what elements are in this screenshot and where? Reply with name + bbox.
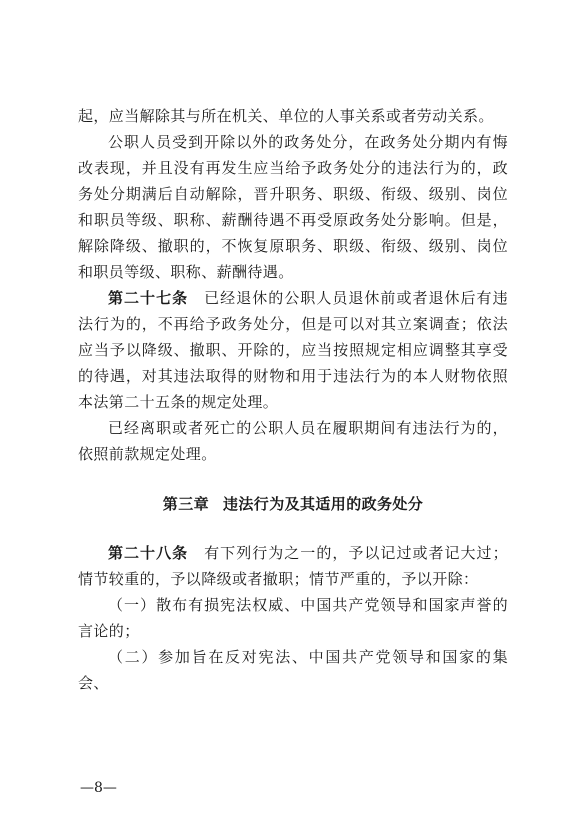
paragraph-article-27 — [78, 285, 508, 415]
paragraph-article-28 — [78, 540, 508, 592]
document-body — [78, 103, 508, 696]
paragraph-continuation: 起，应当解除其与所在机关、单位的人事关系或者劳动关系。 — [78, 107, 494, 125]
chapter-heading — [78, 491, 508, 517]
chapter-number: 第三章 — [162, 495, 209, 513]
paragraph-item-2: （二）参加旨在反对宪法、中国共产党领导和国家的集会、 — [78, 648, 508, 692]
article-28-heading: 第二十八条 — [108, 544, 189, 562]
paragraph-resigned-deceased: 已经离职或者死亡的公职人员在履职期间有违法行为的，依照前款规定处理。 — [78, 419, 508, 463]
article-27-text: 已经退休的公职人员退休前或者退休后有违法行为的，不再给予政务处分，但是可以对其立案调查；依法应当予以降级、撤职、开除的，应当按照规定相应调整其享受的待遇，对其违法取得的财物和用于违法行为的本人财物依照本法第二十五条的规定处理。 — [78, 289, 508, 411]
chapter-title: 违法行为及其适用的政务处分 — [223, 495, 424, 513]
article-27-heading: 第二十七条 — [108, 289, 189, 307]
paragraph-item-1: （一）散布有损宪法权威、中国共产党领导和国家声誉的言论的； — [78, 596, 508, 640]
page-number: —8— — [80, 780, 117, 796]
paragraph-disciplinary-release: 公职人员受到开除以外的政务处分，在政务处分期内有悔改表现，并且没有再发生应当给予政务处分的违法行为的，政务处分期满后自动解除，晋升职务、职级、衔级、级别、岗位和职员等级、职称、薪酬待遇不再受原政务处分影响。但是，解除降级、撤职的，不恢复原职务、职级、衔级、级别、岗位和职员等级、职称、薪酬待遇。 — [78, 133, 508, 281]
article-28-text: 有下列行为之一的，予以记过或者记大过；情节较重的，予以降级或者撤职；情节严重的，予以开除： — [78, 544, 508, 588]
